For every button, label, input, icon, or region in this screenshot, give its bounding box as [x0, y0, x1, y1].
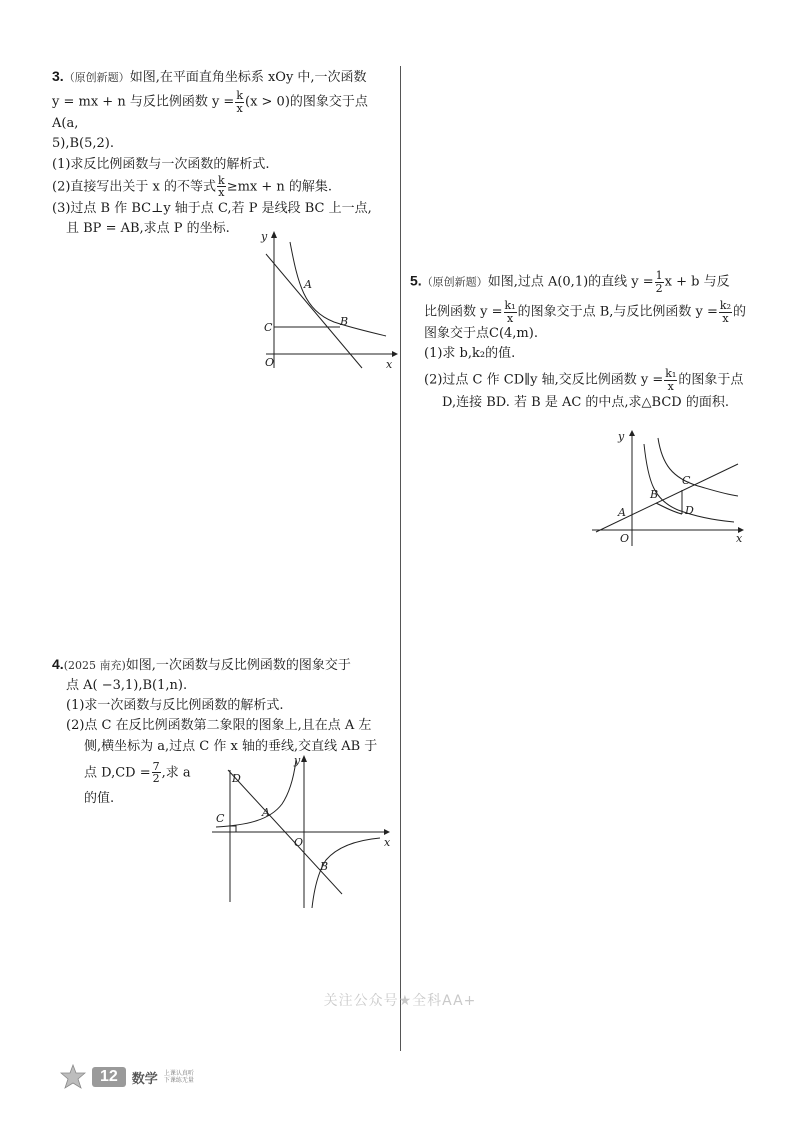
question-text: x + b 与反 — [664, 274, 730, 290]
denominator: 2 — [655, 281, 663, 295]
figure-q5 — [588, 428, 748, 558]
column-divider — [400, 66, 401, 1051]
sub-question-2-text: 点 D,CD = — [84, 765, 151, 781]
slogan — [164, 1070, 194, 1084]
question-number: 4. — [52, 656, 64, 672]
sub-question-2-text: ,求 a — [161, 765, 191, 781]
fraction — [235, 90, 244, 114]
point-label-b: B — [340, 315, 349, 328]
point-label-b: B — [650, 488, 659, 501]
numerator: k — [218, 173, 225, 187]
slogan-line: 下课练无量 — [163, 1077, 194, 1084]
numerator: k₁ — [665, 367, 677, 381]
denominator: x — [722, 311, 729, 325]
question-number: 3. — [52, 68, 64, 84]
origin-label: O — [265, 356, 275, 369]
sub-question-2: (2)过点 C 作 CD∥y 轴,交反比例函数 y = — [424, 373, 664, 389]
point-label-c: C — [682, 474, 691, 487]
question-text: 的 — [733, 304, 747, 320]
question-source: （原创新题） — [421, 275, 488, 289]
origin-label: O — [620, 532, 630, 545]
point-label-a: A — [304, 278, 312, 291]
question-5 — [410, 270, 760, 413]
sub-question-3-text: 且 BP = AB,求点 P 的坐标. — [66, 220, 230, 236]
axis-label-y: y — [618, 430, 625, 443]
point-label-b: B — [320, 860, 329, 873]
question-text: y = mx + n 与反比例函数 y = — [52, 94, 235, 110]
point-label-d: D — [232, 772, 241, 785]
denominator: 2 — [152, 772, 160, 786]
sub-question-1: (1)求反比例函数与一次函数的解析式. — [52, 156, 270, 172]
sub-question-3: (3)过点 B 作 BC⊥y 轴于点 C,若 P 是线段 BC 上一点, — [52, 200, 372, 216]
sub-question-1: (1)求一次函数与反比例函数的解析式. — [66, 698, 284, 714]
axis-label-x: x — [384, 836, 391, 849]
point-label-a: A — [618, 506, 626, 519]
figure-q4 — [208, 752, 398, 912]
fraction — [217, 175, 226, 199]
axis-label-y: y — [261, 230, 268, 243]
numerator: k₁ — [504, 299, 516, 313]
point-label-c: C — [216, 812, 225, 825]
numerator: k — [236, 89, 243, 103]
numerator: 1 — [655, 269, 663, 282]
sub-question-2-text: D,连接 BD. 若 B 是 AC 的中点,求△BCD 的面积. — [442, 394, 729, 410]
question-text: 的图象交于点 B,与反比例函数 y = — [517, 304, 718, 320]
fraction — [655, 270, 664, 294]
question-text: 如图,过点 A(0,1)的直线 y = — [487, 274, 654, 290]
question-text: 图象交于点C(4,m). — [424, 326, 538, 342]
point-label-a: A — [262, 806, 270, 819]
page-footer — [60, 1062, 194, 1092]
point-label-c: C — [264, 321, 273, 334]
question-text: 如图,一次函数与反比例函数的图象交于 — [125, 658, 351, 673]
numerator: k₂ — [719, 299, 731, 313]
sub-question-2: (2)点 C 在反比例函数第二象限的图象上,且在点 A 左 — [66, 718, 372, 734]
subject-label: 数学 — [131, 1071, 158, 1087]
sub-question-1: (1)求 b,k₂的值. — [424, 346, 516, 362]
question-3 — [52, 66, 397, 239]
star-logo-icon — [60, 1064, 86, 1090]
sub-question-2-text: 的图象于点 — [678, 373, 744, 389]
axis-label-x: x — [736, 532, 743, 545]
sub-question-2-text: 的值. — [84, 790, 115, 806]
denominator: x — [667, 380, 674, 394]
question-source: （原创新题） — [63, 71, 130, 84]
question-source: (2025 南充) — [63, 659, 126, 672]
point-label-d: D — [685, 504, 694, 517]
slogan-line: 上课认真听 — [163, 1069, 194, 1077]
fraction — [719, 300, 732, 324]
figure-q3 — [252, 228, 400, 374]
watermark: 关注公众号★全科AA+ — [323, 993, 477, 1009]
question-text: (x > 0)的图象交于点 A(a, — [52, 94, 368, 132]
numerator: 7 — [152, 759, 160, 773]
axis-label-x: x — [386, 358, 393, 371]
origin-label: O — [294, 836, 304, 849]
denominator: x — [218, 186, 225, 200]
question-text: 比例函数 y = — [424, 304, 503, 320]
fraction — [504, 300, 517, 324]
question-text: 5),B(5,2). — [52, 136, 114, 152]
question-text: 点 A( −3,1),B(1,n). — [66, 678, 188, 694]
fraction — [664, 368, 677, 392]
question-number: 5. — [410, 272, 422, 289]
page-number: 12 — [92, 1067, 126, 1087]
fraction — [152, 761, 161, 785]
sub-question-2-text: 侧,横坐标为 a,过点 C 作 x 轴的垂线,交直线 AB 于 — [84, 738, 378, 754]
denominator: x — [506, 311, 514, 325]
denominator: x — [236, 101, 243, 115]
sub-question-2-text: ≥mx + n 的解集. — [226, 179, 333, 195]
question-text: 如图,在平面直角坐标系 xOy 中,一次函数 — [129, 70, 367, 85]
sub-question-2: (2)直接写出关于 x 的不等式 — [52, 179, 217, 195]
axis-label-y: y — [294, 754, 301, 767]
